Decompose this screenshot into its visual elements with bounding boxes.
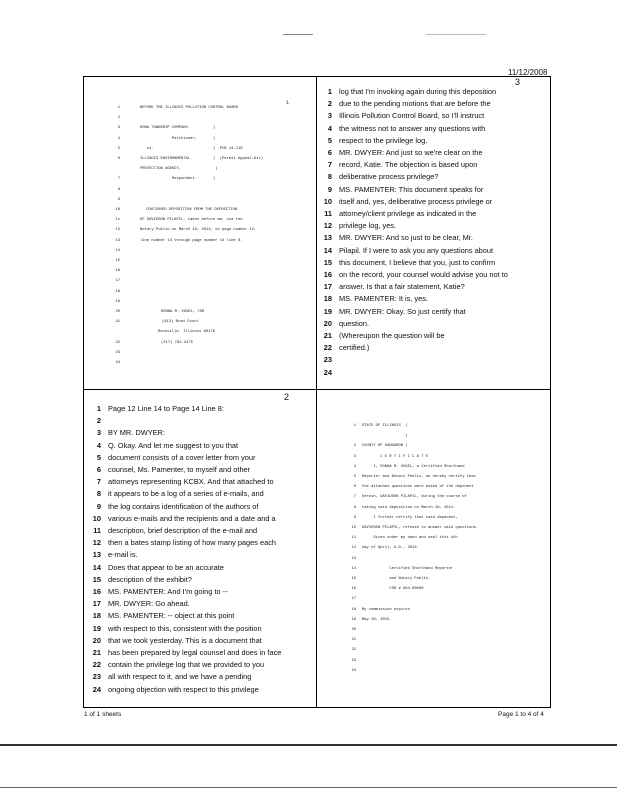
line-text: due to the pending motions that are before the: [339, 99, 491, 109]
cover-page: [110, 100, 310, 386]
line-number: 11: [324, 209, 332, 218]
line-text: document consists of a cover letter from your: [108, 452, 256, 462]
line-text: ongoing objection with respect to this privilege: [108, 684, 259, 694]
small-line-text: DONNA M. VOGEL, CSR: [161, 310, 205, 314]
small-line-number: 22: [351, 648, 356, 653]
small-line-number: 12: [351, 546, 356, 551]
line-text: BY MR. DWYER:: [108, 428, 165, 438]
small-line-number: 17: [115, 279, 120, 284]
small-line-text: DAVIDSON PILAPIL, refused to answer said questions.: [362, 526, 479, 530]
small-line-number: 5: [353, 475, 356, 479]
line-number: 3: [96, 428, 101, 438]
line-text: on the record, your counsel would advise you not to: [339, 270, 508, 279]
vertical-divider: [316, 76, 317, 708]
line-number: 21: [323, 331, 332, 340]
line-number: 9: [327, 184, 332, 194]
line-text: log that I'm invoking again during this deposition: [339, 87, 497, 96]
small-line-text: CSR # 084-00000: [362, 587, 424, 592]
small-line-text: and Notary Public,: [362, 577, 431, 581]
line-text: attorneys representing KCBX. And that attached to: [108, 477, 274, 487]
line-text: MS. PAMENTER: And I'm going to --: [108, 587, 228, 596]
small-line-number: 23: [115, 350, 120, 355]
small-line-number: 22: [115, 340, 120, 345]
line-number: 6: [327, 148, 332, 157]
line-number: 10: [323, 196, 332, 206]
line-text: the witness not to answer any questions with: [339, 123, 486, 133]
line-text: counsel, Ms. Pamenter, to myself and other: [108, 465, 251, 474]
small-line-number: 8: [353, 505, 356, 510]
line-number: 7: [327, 160, 332, 170]
line-text: privilege log, yes.: [339, 221, 397, 231]
small-line-text: I, DONNA M. VOGEL, a Certified Shorthand: [362, 464, 465, 469]
line-text: MS. PAMENTER: -- object at this point: [108, 611, 235, 621]
line-number: 24: [92, 684, 101, 694]
small-line-number: 4: [117, 136, 120, 141]
small-line-number: 20: [351, 628, 356, 632]
line-number: 8: [327, 172, 332, 182]
line-number: 17: [323, 282, 332, 292]
small-line-text: the attached questions were asked of the deponent: [362, 485, 474, 490]
small-line-text: I further certify that said deponent,: [362, 515, 458, 520]
line-text: attorney/client privilege as indicated in the: [339, 209, 477, 218]
small-line-text: (217) 782-2475: [161, 340, 193, 345]
small-line-number: 12: [115, 228, 120, 233]
small-line-number: 14: [351, 566, 356, 571]
small-line-text: Notary Public on March 19, 2014, on page number 12,: [140, 228, 257, 233]
small-line-text: taking said deposition on March 19, 2014.: [362, 505, 456, 510]
line-text: with respect to this, consistent with the position: [108, 623, 262, 633]
line-number: 23: [92, 672, 101, 682]
line-number: 22: [323, 343, 332, 353]
line-text: contain the privilege log that we provided to you: [108, 660, 265, 670]
line-number: 15: [92, 574, 101, 584]
line-text: description of the exhibit?: [108, 574, 192, 584]
line-number: 5: [96, 452, 101, 462]
small-line-number: 21: [115, 320, 120, 325]
line-number: 18: [323, 294, 332, 304]
line-number: 12: [323, 221, 332, 231]
line-number: 12: [92, 538, 101, 548]
small-line-number: 9: [353, 515, 356, 520]
small-line-text: line number 14 through page number 14 line 8.: [140, 238, 243, 243]
small-line-text: vs. ) PCB 14-110: [140, 146, 243, 151]
line-number: 1: [96, 404, 101, 413]
small-line-text: Rockville, Illinois 60179: [158, 330, 215, 335]
small-line-text: PROTECTION AGENCY, ): [140, 167, 218, 172]
line-number: 2: [96, 416, 101, 426]
small-line-text: Respondent. ): [140, 177, 216, 182]
line-number: 21: [92, 648, 101, 657]
line-text: question.: [339, 318, 369, 328]
line-text: various e-mails and the recipients and a date and a: [108, 513, 276, 523]
line-text: it appears to be a log of a series of e-mails, and: [108, 489, 264, 499]
line-number: 2: [327, 99, 332, 109]
small-line-number: 1: [117, 106, 120, 110]
line-text: MR. DWYER: And just so we're clear on the: [339, 148, 483, 157]
line-number: 18: [92, 611, 101, 621]
page-number-2: 2: [284, 392, 290, 402]
small-line-number: 16: [351, 587, 356, 592]
small-line-number: 14: [115, 248, 120, 253]
line-number: 10: [92, 513, 101, 523]
line-number: 20: [92, 635, 101, 645]
small-line-number: 17: [351, 597, 356, 602]
small-line-number: 4: [353, 464, 356, 469]
small-line-number: 7: [117, 177, 120, 182]
footer-pages: Page 1 to 4 of 4: [498, 711, 544, 718]
line-text: record, Katie. The objection is based upon: [339, 160, 478, 170]
small-line-number: 18: [351, 607, 356, 612]
cover-page-mark: 1: [286, 100, 290, 106]
small-line-number: 15: [351, 577, 356, 581]
small-line-number: 21: [351, 638, 356, 643]
small-line-number: 16: [115, 269, 120, 274]
line-number: 16: [92, 587, 101, 596]
line-number: 23: [323, 355, 332, 365]
line-text: respect to the privilege log.: [339, 135, 428, 145]
small-line-text: day of April, A.D., 2014.: [362, 546, 419, 551]
small-line-number: 15: [115, 259, 120, 263]
small-line-number: 11: [115, 218, 120, 223]
line-text: e-mail is.: [108, 550, 138, 560]
small-line-text: Given under my hand and seal this 4th: [362, 536, 458, 541]
small-line-number: 7: [353, 495, 356, 500]
line-text: itself and, yes, deliberative process privilege or: [339, 196, 493, 206]
line-number: 17: [92, 599, 101, 609]
line-number: 19: [323, 306, 332, 316]
small-line-text: CONTINUED DEPOSITION FROM THE DEPOSITION: [146, 208, 238, 212]
small-line-number: 9: [117, 197, 120, 202]
line-number: 19: [92, 623, 101, 633]
line-number: 9: [96, 501, 101, 511]
line-number: 4: [96, 440, 101, 450]
small-line-text: Reporter and Notary Public, do hereby certify that: [362, 475, 476, 479]
bottom-rule: [0, 744, 617, 746]
line-text: Page 12 Line 14 to Page 14 Line 8:: [108, 404, 224, 413]
small-line-text: May 18, 2015.: [362, 617, 392, 622]
line-number: 16: [323, 270, 332, 279]
line-number: 11: [93, 526, 101, 535]
small-line-number: 6: [353, 485, 356, 490]
line-text: MS. PAMENTER: It is, yes.: [339, 294, 428, 304]
small-line-number: 5: [117, 146, 120, 151]
line-text: the log contains identification of the authors of: [108, 501, 259, 511]
line-number: 24: [323, 367, 332, 377]
horizontal-divider: [83, 389, 551, 390]
line-text: Pilapil. If I were to ask you any questions about: [339, 245, 494, 255]
small-line-text: Petitioner, ): [140, 136, 216, 141]
small-line-text: Certified Shorthand Reporter: [362, 566, 454, 571]
line-text: certified.): [339, 343, 370, 353]
line-number: 15: [323, 257, 332, 267]
small-line-number: 2: [117, 116, 120, 121]
small-line-text: ): [362, 434, 408, 439]
small-line-text: COUNTY OF SANGAMON ): [362, 444, 408, 449]
small-line-number: 8: [117, 187, 120, 192]
line-text: MS. PAMENTER: This document speaks for: [339, 184, 484, 194]
line-text: MR. DWYER: And so just to be clear, Mr.: [339, 233, 473, 243]
small-line-text: ILLINOIS ENVIRONMENTAL ) (Permit Appeal-Air): [140, 157, 264, 161]
line-text: MR. DWYER: Okay. So just certify that: [339, 306, 466, 316]
line-text: has been prepared by legal counsel and does in face: [108, 648, 282, 657]
small-line-number: 19: [351, 617, 356, 622]
small-line-number: 13: [115, 238, 120, 243]
page-number-3: 3: [515, 77, 521, 87]
small-line-number: 18: [115, 289, 120, 294]
line-number: 3: [327, 111, 332, 121]
certificate-page: [346, 424, 546, 704]
small-line-text: herein, DAVIDSON PILAPIL, during the course of: [362, 495, 467, 500]
small-line-text: BEFORE THE ILLINOIS POLLUTION CONTROL BOARD: [140, 106, 238, 110]
small-line-text: KONA TOWNSHIP COMPANY, ): [140, 126, 216, 131]
line-number: 8: [96, 489, 101, 499]
line-text: this document, I believe that you, just to confirm: [339, 257, 496, 267]
top-dash: [426, 34, 486, 35]
small-line-number: 20: [115, 310, 120, 314]
small-line-number: 24: [115, 361, 120, 365]
line-number: 13: [323, 233, 332, 243]
line-number: 6: [96, 465, 101, 474]
line-text: Illinois Pollution Control Board, so I'll instruct: [339, 111, 485, 121]
small-line-text: C E R T I F I C A T E: [362, 454, 429, 459]
line-text: deliberative process privilege?: [339, 172, 439, 182]
line-text: then a bates stamp listing of how many pages each: [108, 538, 277, 548]
small-line-number: 13: [351, 556, 356, 561]
small-line-text: OF DAVIDSON PILAPIL, taken before me, via ten: [140, 218, 243, 223]
line-text: description, brief description of the e-mail and: [108, 526, 258, 535]
line-number: 20: [323, 318, 332, 328]
small-line-number: 3: [117, 126, 120, 131]
small-line-text: My commission expires: [362, 607, 410, 612]
footer-sheets: 1 of 1 sheets: [84, 711, 122, 718]
small-line-number: 24: [351, 668, 356, 673]
small-line-number: 6: [117, 157, 120, 161]
small-line-number: 23: [351, 658, 356, 663]
small-line-number: 3: [353, 454, 356, 459]
line-text: MR. DWYER: Go ahead.: [108, 599, 190, 609]
line-text: Does that appear to be an accurate: [108, 562, 224, 572]
line-text: answer. Is that a fair statement, Katie?: [339, 282, 465, 292]
line-number: 7: [96, 477, 101, 487]
small-line-text: (813) Brad Court: [162, 320, 199, 325]
line-number: 13: [92, 550, 101, 560]
line-text: Q. Okay. And let me suggest to you that: [108, 440, 239, 450]
line-number: 5: [327, 135, 332, 145]
line-text: that we took yesterday. This is a document that: [108, 635, 262, 645]
small-line-number: 10: [351, 526, 356, 530]
small-line-number: 10: [115, 208, 120, 212]
line-number: 14: [323, 245, 332, 255]
line-number: 22: [92, 660, 101, 670]
top-dash: [283, 34, 313, 35]
line-number: 4: [327, 123, 332, 133]
small-line-text: STATE OF ILLINOIS ): [362, 424, 408, 428]
line-number: 1: [327, 87, 332, 96]
header-date: 11/12/2008: [508, 68, 548, 77]
line-text: (Whereupon the question will be: [339, 331, 445, 340]
small-line-number: 2: [353, 444, 356, 449]
small-line-number: 19: [115, 299, 120, 304]
line-number: 14: [92, 562, 101, 572]
small-line-number: 1: [353, 424, 356, 428]
bottom-rule: [0, 787, 617, 788]
line-text: all with respect to it, and we have a pending: [108, 672, 252, 682]
small-line-number: 11: [351, 536, 356, 541]
